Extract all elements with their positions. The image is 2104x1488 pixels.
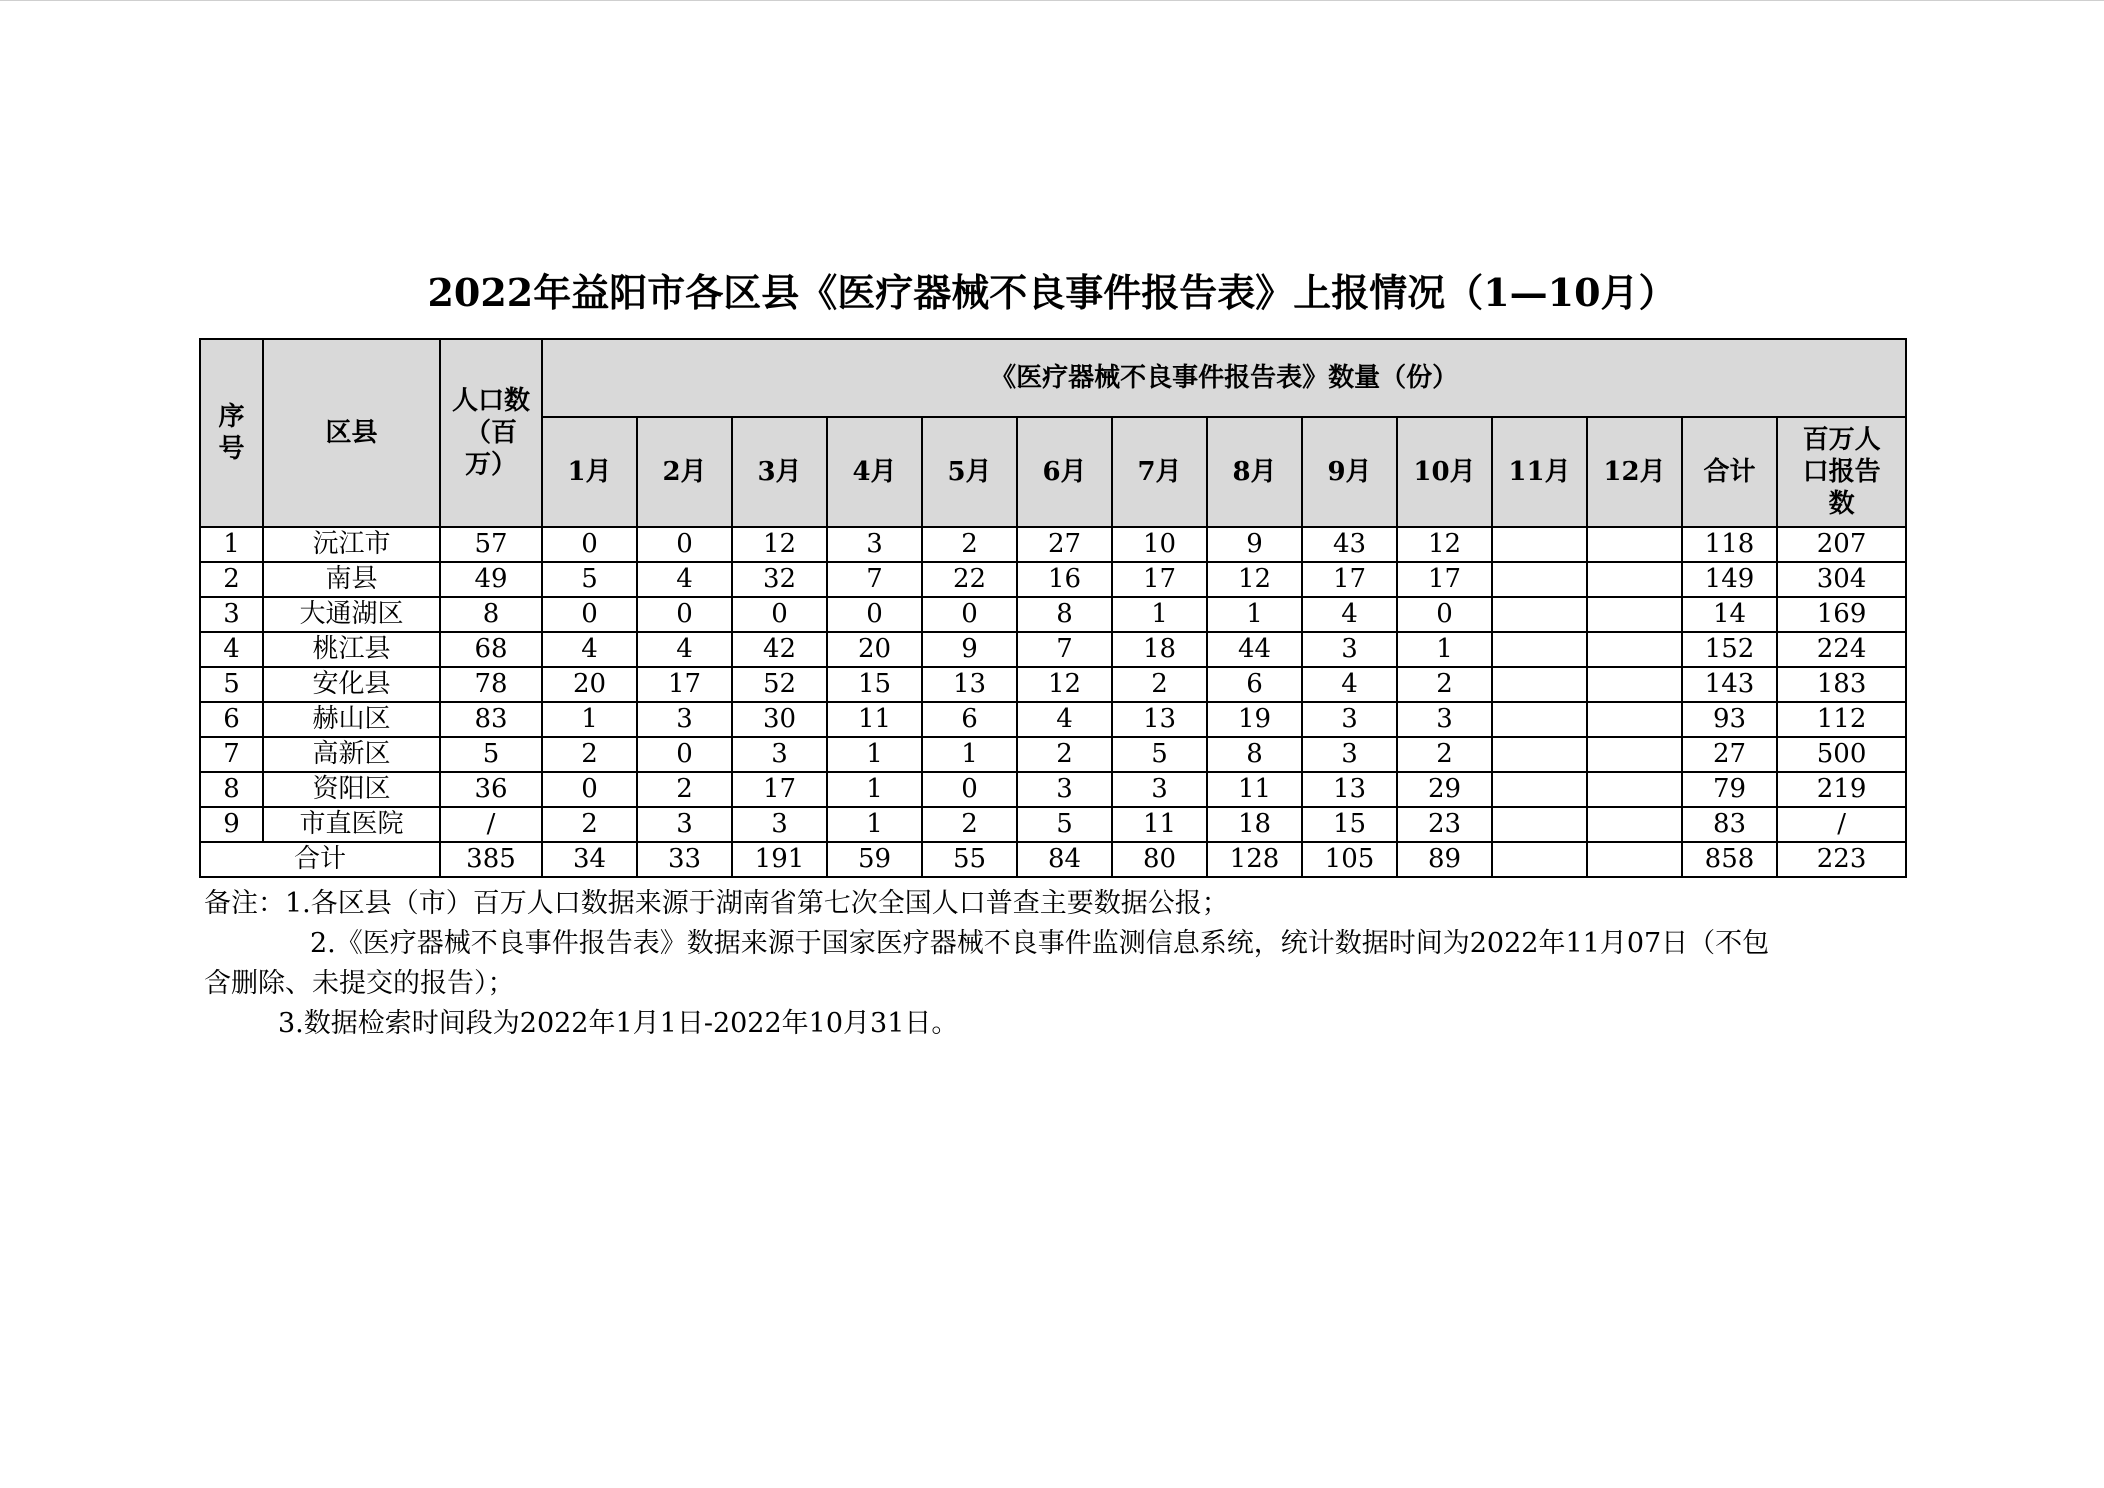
row-month-2: 2 xyxy=(637,772,732,807)
header-month-2: 2月 xyxy=(637,417,732,527)
row-month-11 xyxy=(1492,527,1587,562)
row-per-million: 304 xyxy=(1777,562,1906,597)
row-month-8: 6 xyxy=(1207,667,1302,702)
row-month-12 xyxy=(1587,737,1682,772)
header-month-10: 10月 xyxy=(1397,417,1492,527)
header-month-7: 7月 xyxy=(1112,417,1207,527)
header-month-4: 4月 xyxy=(827,417,922,527)
header-per-million xyxy=(1777,417,1906,527)
total-row-month-4: 59 xyxy=(827,842,922,877)
note-1: 备注：1.各区县（市）百万人口数据来源于湖南省第七次全国人口普查主要数据公报； xyxy=(204,888,1229,919)
row-total: 149 xyxy=(1682,562,1777,597)
total-row-month-6: 84 xyxy=(1017,842,1112,877)
table-row xyxy=(200,667,1906,702)
row-month-6: 12 xyxy=(1017,667,1112,702)
row-seq: 7 xyxy=(200,737,263,772)
header-month-12: 12月 xyxy=(1587,417,1682,527)
table-row xyxy=(200,702,1906,737)
row-seq: 5 xyxy=(200,667,263,702)
row-seq: 3 xyxy=(200,597,263,632)
table-row xyxy=(200,562,1906,597)
note-3: 3.数据检索时间段为2022年1月1日-2022年10月31日。 xyxy=(278,1008,959,1039)
row-population: 36 xyxy=(440,772,542,807)
total-row-label: 合计 xyxy=(200,842,440,877)
row-month-5: 9 xyxy=(922,632,1017,667)
row-seq: 4 xyxy=(200,632,263,667)
row-per-million: 224 xyxy=(1777,632,1906,667)
row-month-2: 0 xyxy=(637,597,732,632)
row-month-5: 0 xyxy=(922,772,1017,807)
row-month-4: 3 xyxy=(827,527,922,562)
total-row-month-12 xyxy=(1587,842,1682,877)
row-month-8: 19 xyxy=(1207,702,1302,737)
row-county: 大通湖区 xyxy=(263,597,440,632)
row-month-7: 2 xyxy=(1112,667,1207,702)
row-month-9: 3 xyxy=(1302,702,1397,737)
row-month-6: 4 xyxy=(1017,702,1112,737)
table-row xyxy=(200,597,1906,632)
row-per-million: 112 xyxy=(1777,702,1906,737)
row-seq: 9 xyxy=(200,807,263,842)
row-seq: 2 xyxy=(200,562,263,597)
row-month-8: 11 xyxy=(1207,772,1302,807)
header-month-3: 3月 xyxy=(732,417,827,527)
row-month-9: 3 xyxy=(1302,737,1397,772)
report-table-body xyxy=(200,339,1906,877)
header-month-9: 9月 xyxy=(1302,417,1397,527)
row-county: 赫山区 xyxy=(263,702,440,737)
row-month-9: 15 xyxy=(1302,807,1397,842)
row-population: 68 xyxy=(440,632,542,667)
row-county: 安化县 xyxy=(263,667,440,702)
table-row xyxy=(200,772,1906,807)
row-month-8: 44 xyxy=(1207,632,1302,667)
row-month-2: 4 xyxy=(637,632,732,667)
table-row xyxy=(200,807,1906,842)
row-month-3: 17 xyxy=(732,772,827,807)
row-month-7: 1 xyxy=(1112,597,1207,632)
row-seq: 1 xyxy=(200,527,263,562)
row-month-3: 3 xyxy=(732,737,827,772)
row-month-12 xyxy=(1587,667,1682,702)
row-month-2: 17 xyxy=(637,667,732,702)
total-row-month-5: 55 xyxy=(922,842,1017,877)
row-population: 5 xyxy=(440,737,542,772)
row-month-4: 7 xyxy=(827,562,922,597)
header-month-8: 8月 xyxy=(1207,417,1302,527)
row-per-million: 169 xyxy=(1777,597,1906,632)
header-report-count-group: 《医疗器械不良事件报告表》数量（份） xyxy=(542,339,1906,417)
row-month-5: 0 xyxy=(922,597,1017,632)
row-month-12 xyxy=(1587,597,1682,632)
row-month-1: 2 xyxy=(542,807,637,842)
row-population: / xyxy=(440,807,542,842)
row-month-7: 17 xyxy=(1112,562,1207,597)
row-population: 57 xyxy=(440,527,542,562)
row-county: 南县 xyxy=(263,562,440,597)
row-month-7: 11 xyxy=(1112,807,1207,842)
page-top-border xyxy=(0,0,2104,1)
row-month-1: 2 xyxy=(542,737,637,772)
header-month-6: 6月 xyxy=(1017,417,1112,527)
total-row-month-2: 33 xyxy=(637,842,732,877)
row-seq: 8 xyxy=(200,772,263,807)
row-month-10: 0 xyxy=(1397,597,1492,632)
row-month-10: 2 xyxy=(1397,737,1492,772)
row-month-9: 4 xyxy=(1302,597,1397,632)
row-month-8: 18 xyxy=(1207,807,1302,842)
row-month-7: 13 xyxy=(1112,702,1207,737)
row-month-5: 1 xyxy=(922,737,1017,772)
table-row xyxy=(200,527,1906,562)
row-month-11 xyxy=(1492,807,1587,842)
row-month-1: 0 xyxy=(542,772,637,807)
row-month-4: 1 xyxy=(827,772,922,807)
row-month-5: 13 xyxy=(922,667,1017,702)
row-month-1: 20 xyxy=(542,667,637,702)
row-month-4: 20 xyxy=(827,632,922,667)
row-month-2: 3 xyxy=(637,702,732,737)
row-month-3: 42 xyxy=(732,632,827,667)
row-county: 桃江县 xyxy=(263,632,440,667)
row-per-million: 183 xyxy=(1777,667,1906,702)
row-month-7: 18 xyxy=(1112,632,1207,667)
row-county: 沅江市 xyxy=(263,527,440,562)
row-county: 高新区 xyxy=(263,737,440,772)
row-month-2: 0 xyxy=(637,737,732,772)
row-population: 83 xyxy=(440,702,542,737)
row-month-12 xyxy=(1587,632,1682,667)
report-table xyxy=(199,338,1907,878)
row-month-1: 4 xyxy=(542,632,637,667)
row-total: 143 xyxy=(1682,667,1777,702)
header-county: 区县 xyxy=(263,339,440,527)
row-month-11 xyxy=(1492,737,1587,772)
row-month-6: 5 xyxy=(1017,807,1112,842)
row-month-3: 12 xyxy=(732,527,827,562)
total-row-per-million: 223 xyxy=(1777,842,1906,877)
row-total: 93 xyxy=(1682,702,1777,737)
row-month-8: 1 xyxy=(1207,597,1302,632)
row-month-10: 29 xyxy=(1397,772,1492,807)
total-row xyxy=(200,842,1906,877)
total-row-month-1: 34 xyxy=(542,842,637,877)
table-row xyxy=(200,737,1906,772)
header-total: 合计 xyxy=(1682,417,1777,527)
row-month-9: 3 xyxy=(1302,632,1397,667)
total-row-month-9: 105 xyxy=(1302,842,1397,877)
row-month-5: 2 xyxy=(922,527,1017,562)
row-month-3: 3 xyxy=(732,807,827,842)
row-month-12 xyxy=(1587,772,1682,807)
header-month-5: 5月 xyxy=(922,417,1017,527)
row-county: 资阳区 xyxy=(263,772,440,807)
row-total: 79 xyxy=(1682,772,1777,807)
row-population: 8 xyxy=(440,597,542,632)
row-month-2: 3 xyxy=(637,807,732,842)
row-month-11 xyxy=(1492,667,1587,702)
row-per-million: 219 xyxy=(1777,772,1906,807)
row-month-12 xyxy=(1587,527,1682,562)
row-month-9: 43 xyxy=(1302,527,1397,562)
table-row xyxy=(200,632,1906,667)
row-population: 78 xyxy=(440,667,542,702)
row-month-2: 0 xyxy=(637,527,732,562)
row-total: 118 xyxy=(1682,527,1777,562)
row-month-10: 23 xyxy=(1397,807,1492,842)
total-row-month-3: 191 xyxy=(732,842,827,877)
total-row-month-7: 80 xyxy=(1112,842,1207,877)
row-per-million: 207 xyxy=(1777,527,1906,562)
header-population: 人口数 （百 万） xyxy=(440,339,542,527)
row-month-1: 0 xyxy=(542,527,637,562)
row-month-1: 0 xyxy=(542,597,637,632)
row-month-11 xyxy=(1492,772,1587,807)
row-total: 83 xyxy=(1682,807,1777,842)
row-month-10: 3 xyxy=(1397,702,1492,737)
row-total: 152 xyxy=(1682,632,1777,667)
row-month-5: 2 xyxy=(922,807,1017,842)
row-month-7: 5 xyxy=(1112,737,1207,772)
row-month-12 xyxy=(1587,562,1682,597)
row-month-11 xyxy=(1492,597,1587,632)
row-month-11 xyxy=(1492,562,1587,597)
row-month-10: 1 xyxy=(1397,632,1492,667)
document-title: 2022年益阳市各区县《医疗器械不良事件报告表》上报情况（1—10月） xyxy=(427,270,1677,315)
row-month-12 xyxy=(1587,807,1682,842)
row-month-8: 12 xyxy=(1207,562,1302,597)
row-month-2: 4 xyxy=(637,562,732,597)
row-month-6: 8 xyxy=(1017,597,1112,632)
row-month-11 xyxy=(1492,632,1587,667)
row-month-10: 17 xyxy=(1397,562,1492,597)
header-month-11: 11月 xyxy=(1492,417,1587,527)
row-seq: 6 xyxy=(200,702,263,737)
note-2: 2.《医疗器械不良事件报告表》数据来源于国家医疗器械不良事件监测信息系统，统计数据时间为2022年11月07日（不包 xyxy=(310,928,1770,959)
row-month-5: 6 xyxy=(922,702,1017,737)
row-month-10: 12 xyxy=(1397,527,1492,562)
row-month-9: 17 xyxy=(1302,562,1397,597)
row-month-4: 0 xyxy=(827,597,922,632)
row-month-10: 2 xyxy=(1397,667,1492,702)
row-month-6: 27 xyxy=(1017,527,1112,562)
row-month-4: 1 xyxy=(827,807,922,842)
row-month-7: 10 xyxy=(1112,527,1207,562)
row-month-12 xyxy=(1587,702,1682,737)
row-month-3: 30 xyxy=(732,702,827,737)
row-total: 27 xyxy=(1682,737,1777,772)
row-month-5: 22 xyxy=(922,562,1017,597)
total-row-month-11 xyxy=(1492,842,1587,877)
note-2-continued: 含删除、未提交的报告）； xyxy=(204,968,515,999)
header-seq: 序 号 xyxy=(200,339,263,527)
total-row-month-10: 89 xyxy=(1397,842,1492,877)
row-per-million: 500 xyxy=(1777,737,1906,772)
header-month-1: 1月 xyxy=(542,417,637,527)
row-month-6: 16 xyxy=(1017,562,1112,597)
total-row-month-8: 128 xyxy=(1207,842,1302,877)
row-month-4: 11 xyxy=(827,702,922,737)
row-month-6: 7 xyxy=(1017,632,1112,667)
row-month-1: 5 xyxy=(542,562,637,597)
total-row-population: 385 xyxy=(440,842,542,877)
row-month-11 xyxy=(1492,702,1587,737)
row-total: 14 xyxy=(1682,597,1777,632)
row-month-7: 3 xyxy=(1112,772,1207,807)
row-month-3: 32 xyxy=(732,562,827,597)
row-month-1: 1 xyxy=(542,702,637,737)
row-population: 49 xyxy=(440,562,542,597)
row-month-8: 8 xyxy=(1207,737,1302,772)
row-month-4: 1 xyxy=(827,737,922,772)
row-month-3: 52 xyxy=(732,667,827,702)
row-month-9: 4 xyxy=(1302,667,1397,702)
row-per-million: / xyxy=(1777,807,1906,842)
notes-section xyxy=(204,884,1904,1044)
row-month-8: 9 xyxy=(1207,527,1302,562)
row-county: 市直医院 xyxy=(263,807,440,842)
row-month-3: 0 xyxy=(732,597,827,632)
row-month-9: 13 xyxy=(1302,772,1397,807)
header-row-1 xyxy=(200,339,1906,417)
total-row-total: 858 xyxy=(1682,842,1777,877)
row-month-6: 2 xyxy=(1017,737,1112,772)
row-month-6: 3 xyxy=(1017,772,1112,807)
header-per-million-text: 百万人 口报告 数 xyxy=(1802,425,1881,519)
row-month-4: 15 xyxy=(827,667,922,702)
